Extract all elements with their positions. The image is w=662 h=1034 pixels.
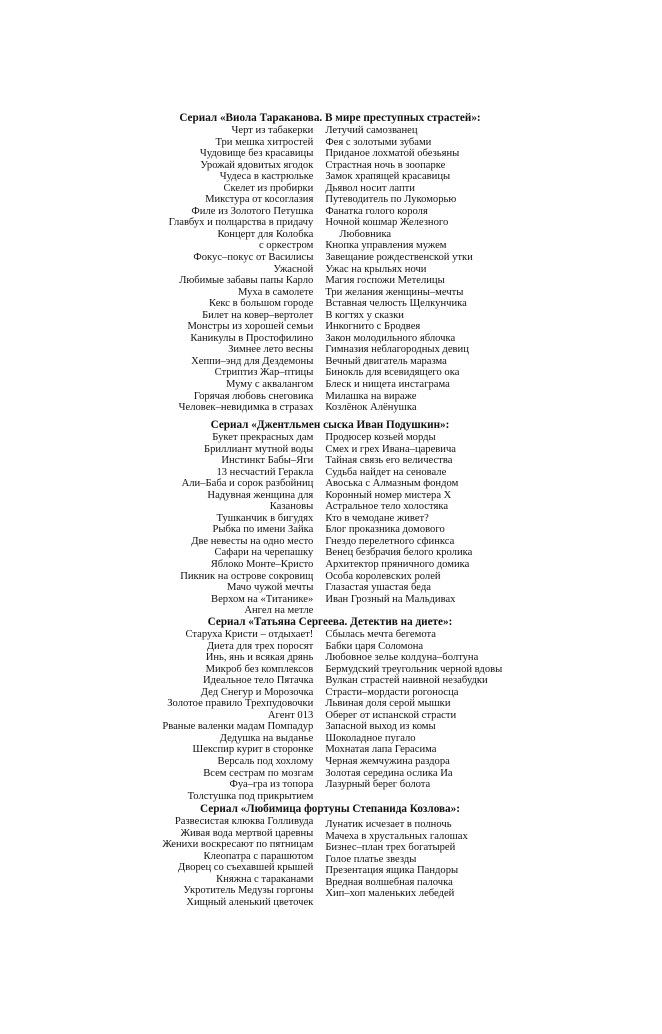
book-title: Презентация ящика Пандоры <box>325 865 459 877</box>
book-title: Завещание рождественской утки <box>325 252 473 264</box>
book-title: Блеск и нищета инстаграма <box>325 379 450 391</box>
titles-right-column <box>313 629 510 802</box>
series-title: Сериал «Татьяна Сергеева. Детектив на диете»: <box>207 616 453 628</box>
book-title: Кто в чемодане живет? <box>325 512 429 524</box>
book-title: Продюсер козьей морды <box>325 432 436 443</box>
book-title: В когтях у сказки <box>325 309 404 321</box>
book-title: Урожай ядовитых ягодок <box>200 159 314 171</box>
book-title: Укротитель Медузы горгоны <box>183 885 314 897</box>
book-title: Кнопка управления мужем <box>325 240 447 252</box>
book-title: Вставная челюсть Щелкунчика <box>325 298 467 310</box>
book-title: Пикник на острове сокровищ <box>180 570 314 582</box>
book-title: Горячая любовь снеговика <box>193 390 314 402</box>
book-title: Муха в самолете <box>237 286 314 298</box>
book-title: Старуха Кристи – отдыхает! <box>185 629 314 640</box>
series-section-tatyana-sergeeva <box>150 616 510 802</box>
series-section-stepanida-kozlova <box>150 803 510 908</box>
book-title: Дворец со съехавшей крышей <box>178 862 314 874</box>
book-title: Шекспир курит в сторонке <box>192 744 314 756</box>
titles-left-column <box>150 629 313 802</box>
book-title: Идеальное тело Пятачка <box>202 675 314 687</box>
book-title: Сбылась мечта бегемота <box>325 629 436 640</box>
book-title: Муму с аквалангом <box>225 379 314 391</box>
book-title: Судьба найдет на сеновале <box>325 466 447 478</box>
series-title: Сериал «Любимица фортуны Степанида Козлова»: <box>200 803 460 815</box>
series-section-viola-tarakanova <box>150 112 510 414</box>
book-title: Лазурный берег болота <box>325 779 431 791</box>
book-title: Хеппи–энд для Дездемоны <box>191 355 314 367</box>
book-title: Али–Баба и сорок разбойниц <box>181 478 314 490</box>
book-title: Венец безбрачия белого кролика <box>325 547 473 559</box>
book-title: Толстушка под прикрытием <box>187 790 314 802</box>
book-title: Фокус–покус от Василисы <box>193 252 314 264</box>
book-title: Мачо чужой мечты <box>226 582 314 594</box>
book-title: Фея с золотыми зубами <box>325 136 432 148</box>
book-title: Лунатик исчезает в полночь <box>325 819 452 830</box>
book-title: Три мешка хитростей <box>215 136 314 148</box>
book-title: Замок храпящей красавицы <box>325 171 451 183</box>
book-title: Человек–невидимка в стразах <box>178 402 314 414</box>
book-title: Любовное зелье колдуна–болтуна <box>325 652 479 664</box>
book-title: Микстура от косоглазия <box>205 194 314 206</box>
book-title: Две невесты на одно место <box>191 535 314 547</box>
book-title: Ангел на метле <box>244 605 314 617</box>
book-title: Козлёнок Алёнушка <box>325 402 417 414</box>
book-title: Три желания женщины–мечты <box>325 286 464 298</box>
book-title: Летучий самозванец <box>325 125 418 136</box>
book-title: Кекс в большом городе <box>209 298 314 310</box>
titles-right-column <box>313 432 510 617</box>
book-title: Иван Грозный на Мальдивах <box>325 593 456 605</box>
book-title: Золотое правило Трехпудовочки <box>167 698 314 710</box>
book-title: Глазастая ушастая беда <box>325 582 431 594</box>
book-title: Казановы <box>269 501 314 513</box>
book-title: Ночной кошмар Железного <box>325 217 449 229</box>
book-title: Микроб без комплексов <box>205 663 314 675</box>
book-title: Хищный аленький цветочек <box>186 896 314 908</box>
book-title: Инь, янь и всякая дрянь <box>205 652 314 664</box>
series-title: Сериал «Виола Тараканова. В мире преступных страстей»: <box>179 112 481 124</box>
book-title: Авоська с Алмазным фондом <box>325 478 459 490</box>
book-title: Женихи воскресают по пятницам <box>162 839 314 851</box>
book-title: Закон молодильного яблочка <box>325 332 456 344</box>
book-title: Блог проказника домового <box>325 524 445 536</box>
book-title: Страстная ночь в зоопарке <box>325 159 446 171</box>
book-title: Зимнее лето весны <box>228 344 314 356</box>
book-title: Чудеса в кастрюльке <box>219 171 314 183</box>
book-title: Развесистая клюква Голливуда <box>174 816 314 827</box>
titles-right-column <box>313 816 510 908</box>
book-title: Бриллиант мутной воды <box>204 443 314 455</box>
book-title: Рыбка по имени Зайка <box>212 524 314 536</box>
book-title: Гнездо перелетного сфинкса <box>325 535 455 547</box>
book-title: Яблоко Монте–Кристо <box>210 559 314 571</box>
book-title: Дьявол носит лапти <box>325 182 415 194</box>
book-title: Фанатка голого короля <box>325 205 428 217</box>
book-title: Голое платье звезды <box>325 853 417 865</box>
book-title: Приданое лохматой обезьяны <box>325 148 460 160</box>
book-title: 13 несчастий Геракла <box>216 466 314 478</box>
book-title: Любовника <box>339 228 392 240</box>
book-title: Мохнатая лапа Герасима <box>325 744 437 756</box>
book-title: Диета для трех поросят <box>206 640 314 652</box>
book-title: Запасной выход из комы <box>325 721 436 733</box>
book-title: Смех и грех Ивана–царевича <box>325 443 457 455</box>
book-title: Магия госпожи Метелицы <box>325 275 445 287</box>
book-title: Инстинкт Бабы–Яги <box>221 455 314 467</box>
book-title: Мачеха в хрустальных галошах <box>325 830 468 842</box>
titles-left-column <box>150 125 313 414</box>
book-title: Бинокль для всевидящего ока <box>325 367 460 379</box>
book-title: Любимые забавы папы Карло <box>179 275 314 287</box>
book-title: Хип–хоп маленьких лебедей <box>325 888 455 900</box>
titles-left-column <box>150 816 313 908</box>
book-title: Ужасной <box>273 263 314 275</box>
book-title: Билет на ковер–вертолет <box>202 309 314 321</box>
book-title: Страсти–мордасти рогоносца <box>325 686 459 698</box>
book-title: Милашка на вираже <box>325 390 417 402</box>
book-title: Ужас на крыльях ночи <box>325 263 427 275</box>
book-title: Львиная доля серой мышки <box>325 698 451 710</box>
titles-left-column <box>150 432 313 617</box>
book-title: Чудовище без красавицы <box>199 148 314 160</box>
titles-right-column <box>313 125 510 414</box>
book-title: Сафари на черепашку <box>214 547 314 559</box>
book-title: Монстры из хорошей семьи <box>187 321 314 333</box>
book-title: Гимназия неблагородных девиц <box>325 344 469 356</box>
book-title: Дедушка на выданье <box>219 732 314 744</box>
book-title: Золотая середина ослика Иа <box>325 767 453 779</box>
book-title: Вредная волшебная палочка <box>325 876 453 888</box>
book-title: Филе из Золотого Петушка <box>191 205 314 217</box>
book-title: Букет прекрасных дам <box>212 432 314 443</box>
book-title: Вулкан страстей наивной незабудки <box>325 675 488 687</box>
book-title: Скелет из пробирки <box>223 182 314 194</box>
book-title: Клеопатра с парашютом <box>203 850 314 862</box>
book-title: Версаль под хохлому <box>217 756 314 768</box>
book-title: Надувная женщина для <box>207 489 314 501</box>
series-section-ivan-podushkin <box>150 419 510 617</box>
book-title: Верхом на «Титанике» <box>211 593 314 605</box>
book-title: Вечный двигатель маразма <box>325 355 447 367</box>
book-title: Архитектор пряничного домика <box>325 559 470 571</box>
book-title: Концерт для Колобка <box>217 228 314 240</box>
book-title: Особа королевских ролей <box>325 570 441 582</box>
book-title: Оберег от испанской страсти <box>325 709 457 721</box>
book-title: Шоколадное пугало <box>325 732 416 744</box>
book-title: Бермудский треугольник черной вдовы <box>325 663 503 675</box>
book-title: Инкогнито с Бродвея <box>325 321 421 333</box>
book-title: Дед Снегур и Морозочка <box>200 686 314 698</box>
book-title: Рваные валенки мадам Помпадур <box>162 721 314 733</box>
book-title: Всем сестрам по мозгам <box>203 767 314 779</box>
book-title: Коронный номер мистера Х <box>325 489 452 501</box>
book-title: Тушканчик в бигудях <box>216 512 314 524</box>
book-title: Бизнес–план трех богатырей <box>325 842 456 854</box>
book-title: Черная жемчужина раздора <box>325 756 450 768</box>
book-title: с оркестром <box>258 240 314 252</box>
book-title: Стриптиз Жар–птицы <box>214 367 314 379</box>
book-title: Главбух и полцарства в придачу <box>168 217 314 229</box>
book-title: Каникулы в Простофилино <box>190 332 314 344</box>
book-title: Агент 013 <box>267 709 314 721</box>
book-title: Черт из табакерки <box>231 125 314 136</box>
book-title: Путеводитель по Лукоморью <box>325 194 457 206</box>
book-title: Фуа–гра из топора <box>229 779 314 791</box>
series-title: Сериал «Джентльмен сыска Иван Подушкин»: <box>210 419 450 431</box>
book-title: Астральное тело холостяка <box>325 501 449 513</box>
book-title: Бабки царя Соломона <box>325 640 424 652</box>
book-title: Тайная связь его величества <box>325 455 453 467</box>
book-title: Живая вода мертвой царевны <box>180 827 314 839</box>
book-title: Княжна с тараканами <box>216 873 314 885</box>
